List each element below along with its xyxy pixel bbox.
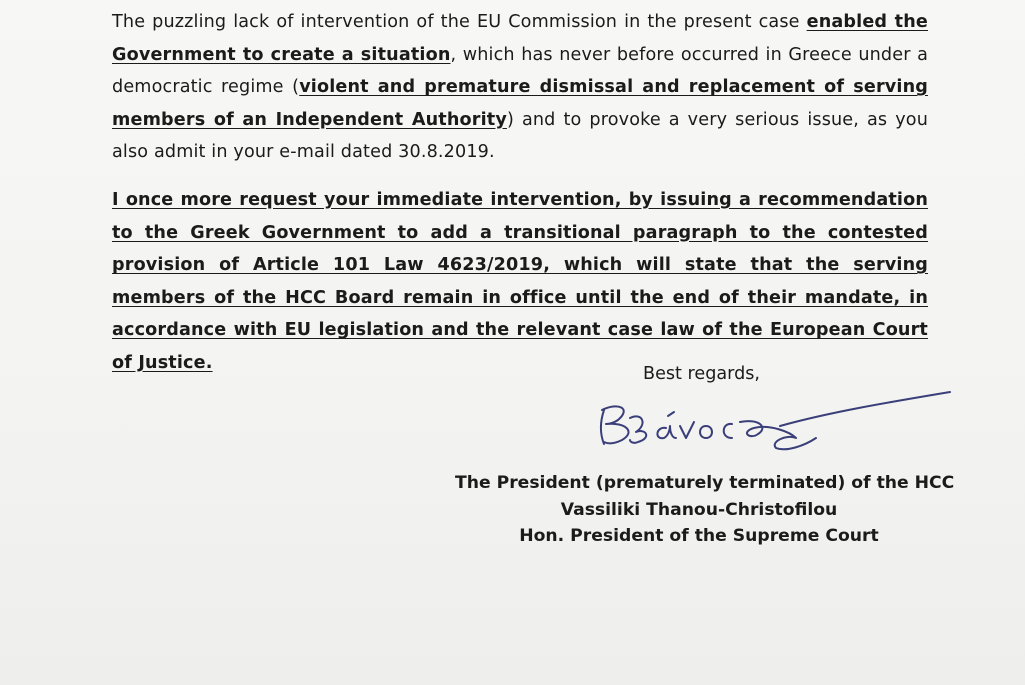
signatory-name: Vassiliki Thanou-Christofilou	[560, 499, 838, 520]
paragraph1-text-b: , which has never before occurred in Greece under a democratic regime (	[112, 44, 928, 98]
paragraph-commission-intervention	[112, 6, 928, 169]
paragraph1-text-a: The puzzling lack of intervention of the EU Commission in the present case	[112, 12, 800, 32]
signatory-honorary-title: Hon. President of the Supreme Court	[519, 526, 879, 546]
signatory-title: The President (prematurely terminated) of the HCC	[455, 473, 955, 493]
handwritten-signature	[590, 382, 960, 462]
paragraph1-underlined-dismissal: violent and premature dismissal and replacement of serving members of an Independent Authority	[112, 77, 928, 130]
paragraph-request-intervention: I once more request your immediate intervention, by issuing a recommendation to the Greek Government to add a transitional paragraph to the contested provision of Article 101 Law 4623/2019, which will state that the serving members of the HCC Board remain in office until the end of their mandate, in accordance with EU legislation and the relevant case law of the European Court of Justice.	[112, 190, 928, 373]
closing-salutation: Best regards,	[643, 364, 761, 384]
paragraph1-underlined-enabled: enabled the Government to create a situation	[112, 12, 928, 65]
paragraph1-text-c: ) and to provoke a very serious issue, as you also admit in your e-mail dated 30.8.2019.	[112, 109, 928, 163]
signatory-block	[455, 470, 955, 550]
